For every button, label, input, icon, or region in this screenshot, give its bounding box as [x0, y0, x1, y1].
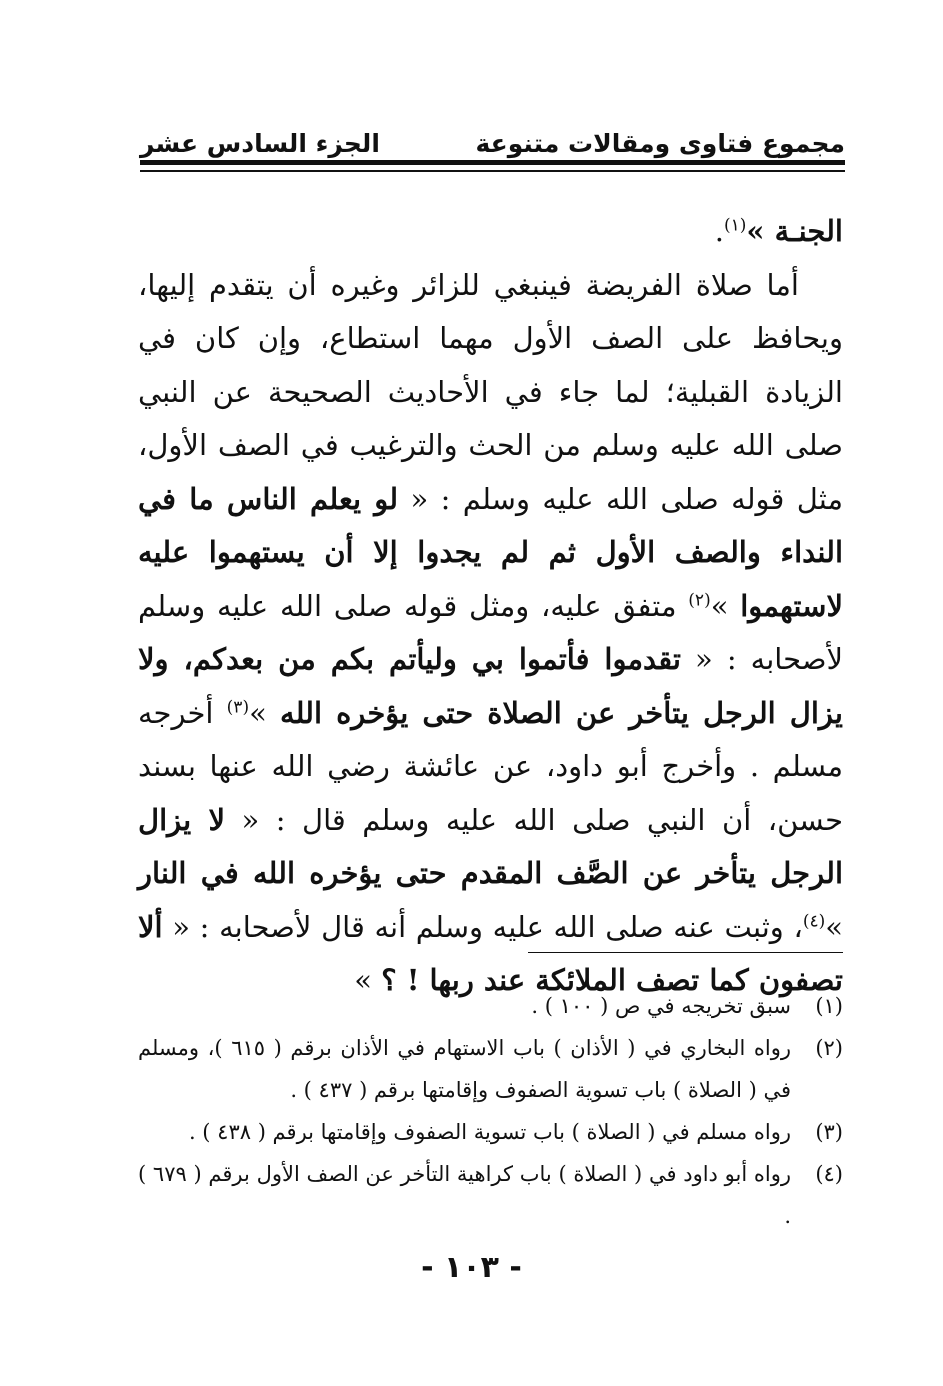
footnote-number: (٤) [815, 1162, 843, 1186]
footnote-ref-4[interactable]: (٤) [802, 910, 826, 931]
paragraph-1-text: الجنـة » [746, 214, 843, 248]
paragraph-1 [138, 205, 843, 259]
paragraph-2-intro: أما صلاة الفريضة فينبغي للزائر وغيره أن يتقدم إليها، ويحافظ على الصف الأول مهما استطاع، وإن كان في الزيادة القبلية؛ لما جاء في الأحاديث الصحيحة عن النبي صلى الله عليه وسلم من الحث والترغيب في الصف الأول، مثل قوله صلى الله عليه وسلم : « [138, 267, 844, 516]
paragraph-1-end: . [714, 214, 724, 248]
hadith-quote-2: تقدموا فأتموا بي وليأتم بكم من بعدكم، ولا يزال الرجل يتأخر عن الصلاة حتى يؤخره الله [138, 642, 843, 730]
header-rule-thin [140, 170, 845, 172]
hadith-quote-1: لو يعلم الناس ما في النداء والصف الأول ثم لم يجدوا إلا أن يستهموا عليه لاستهموا [138, 481, 843, 623]
footnote-separator [528, 952, 843, 953]
footnote-number: (١) [815, 994, 843, 1018]
main-text [138, 205, 843, 1008]
footnote-ref-2[interactable]: (٢) [688, 589, 711, 610]
footnote-1 [138, 985, 843, 1027]
footnote-2 [138, 1027, 843, 1111]
footnote-ref-1[interactable]: (١) [723, 215, 747, 236]
footnotes [138, 985, 843, 1237]
footnote-4 [138, 1153, 843, 1237]
footnote-number: (٣) [815, 1120, 843, 1144]
footnote-ref-3[interactable]: (٣) [226, 696, 250, 717]
hadith-quote-4: ألا تصفون كما تصف الملائكة عند ربها ! ؟ [138, 909, 843, 997]
page-number: - ١٠٣ - [421, 1250, 522, 1285]
footnote-text: رواه مسلم في ( الصلاة ) باب تسوية الصفوف وإقامتها برقم ( ٤٣٨ ) . [188, 1120, 791, 1144]
footnote-number: (٢) [815, 1036, 843, 1060]
footnote-text: سبق تخريجه في ص ( ١٠٠ ) . [531, 994, 791, 1018]
header-rule-thick [140, 160, 845, 165]
quote-3-close: » [825, 909, 843, 944]
volume-label: الجزء السادس عشر [140, 129, 380, 158]
paragraph-2-mid-2: أخرجه مسلم . وأخرج أبو داود، عن عائشة رضي الله عنها بسند حسن، أن النبي صلى الله عليه وسلم قال : « [138, 695, 844, 837]
running-header [140, 118, 845, 158]
footnote-3 [138, 1111, 843, 1153]
hadith-quote-3: لا يزال الرجل يتأخر عن الصَّف المقدم حتى يؤخره الله في النار [138, 802, 843, 890]
footnote-text: رواه البخاري في ( الأذان ) باب الاستهام في الأذان برقم ( ٦١٥ )، ومسلم في ( الصلاة ) باب تسوية الصفوف وإقامتها برقم ( ٤٣٧ ) . [138, 1036, 792, 1102]
paragraph-2 [138, 259, 843, 1008]
paragraph-2-mid-1: متفق عليه، ومثل قوله صلى الله عليه وسلم لأصحابه : « [138, 588, 843, 676]
book-title: مجموع فتاوى ومقالات متنوعة [475, 129, 845, 158]
quote-4-close: » [354, 963, 382, 997]
quote-2-close: » [249, 695, 281, 730]
quote-1-close: » [710, 588, 741, 623]
footnote-text: رواه أبو داود في ( الصلاة ) باب كراهية التأخر عن الصف الأول برقم ( ٦٧٩ ) . [138, 1162, 791, 1228]
paragraph-2-mid-3: ، وثبت عنه صلى الله عليه وسلم أنه قال لأصحابه : « [162, 909, 803, 944]
